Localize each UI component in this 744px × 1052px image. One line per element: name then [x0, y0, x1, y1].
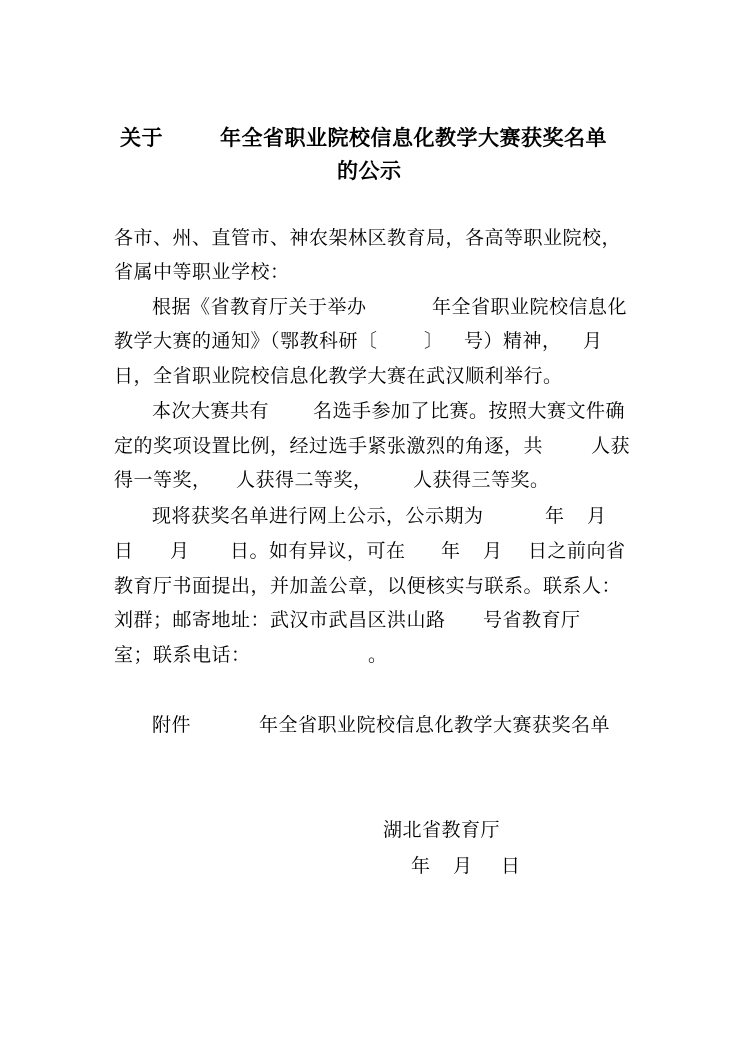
- p2-text: 人获: [591, 435, 631, 457]
- p1-text: 根据《省教育厅关于举办: [152, 296, 367, 318]
- signature-month: 月: [453, 855, 473, 877]
- p1-text: 教学大赛的通知》（鄂教科研〔: [114, 330, 378, 352]
- p3-text: 年: [545, 505, 565, 527]
- p1-text: 年全省职业院校信息化: [432, 296, 628, 318]
- p3-text: 日: [114, 540, 134, 562]
- p3-text: 月: [170, 540, 190, 562]
- p3-text: 年: [441, 540, 461, 562]
- title-line2: 的公示: [337, 159, 402, 183]
- p3-text: 月: [587, 505, 607, 527]
- signature-year: 年: [411, 855, 431, 877]
- p2-text: 得一等奖，: [114, 469, 212, 491]
- p2-text: 人获得三等奖。: [413, 469, 550, 491]
- p3-text: 月: [483, 540, 503, 562]
- title-main: 年全省职业院校信息化教学大赛获奖名单: [220, 126, 607, 150]
- p3-text: 号省教育厅: [483, 609, 581, 631]
- p3-text: 室；联系电话：: [114, 644, 251, 666]
- title-prefix: 关于: [120, 126, 163, 150]
- attachment-label: 附件: [152, 714, 192, 736]
- p3-text: 。: [368, 644, 388, 666]
- signature-day: 日: [501, 855, 521, 877]
- p2-text: 定的奖项设置比例，经过选手紧张激烈的角逐，共: [114, 435, 544, 457]
- p2-text: 本次大赛共有: [152, 400, 270, 422]
- p3-text: 现将获奖名单进行网上公示，公示期为: [152, 505, 484, 527]
- p1-text: 月: [583, 330, 603, 352]
- p1-text: 〕: [424, 330, 444, 352]
- salutation-line1: 各市、州、直管市、神农架林区教育局，各高等职业院校，: [114, 227, 622, 249]
- attachment-text: 年全省职业院校信息化教学大赛获奖名单: [259, 714, 611, 736]
- p3-text: 教育厅书面提出，并加盖公章，以便核实与联系。联系人：: [114, 575, 622, 597]
- p3-text: 日。如有异议，可在: [230, 540, 406, 562]
- p2-text: 名选手参加了比赛。按照大赛文件确: [313, 400, 626, 422]
- p3-text: 日之前向省: [528, 540, 626, 562]
- p2-text: 人获得二等奖，: [236, 469, 373, 491]
- p3-text: 刘群；邮寄地址：武汉市武昌区洪山路: [114, 609, 446, 631]
- signature-org: 湖北省教育厅: [383, 819, 501, 841]
- salutation-line2: 省属中等职业学校：: [114, 261, 290, 283]
- p1-text: 日，全省职业院校信息化教学大赛在武汉顺利举行。: [114, 365, 563, 387]
- p1-text: 号）精神，: [464, 330, 562, 352]
